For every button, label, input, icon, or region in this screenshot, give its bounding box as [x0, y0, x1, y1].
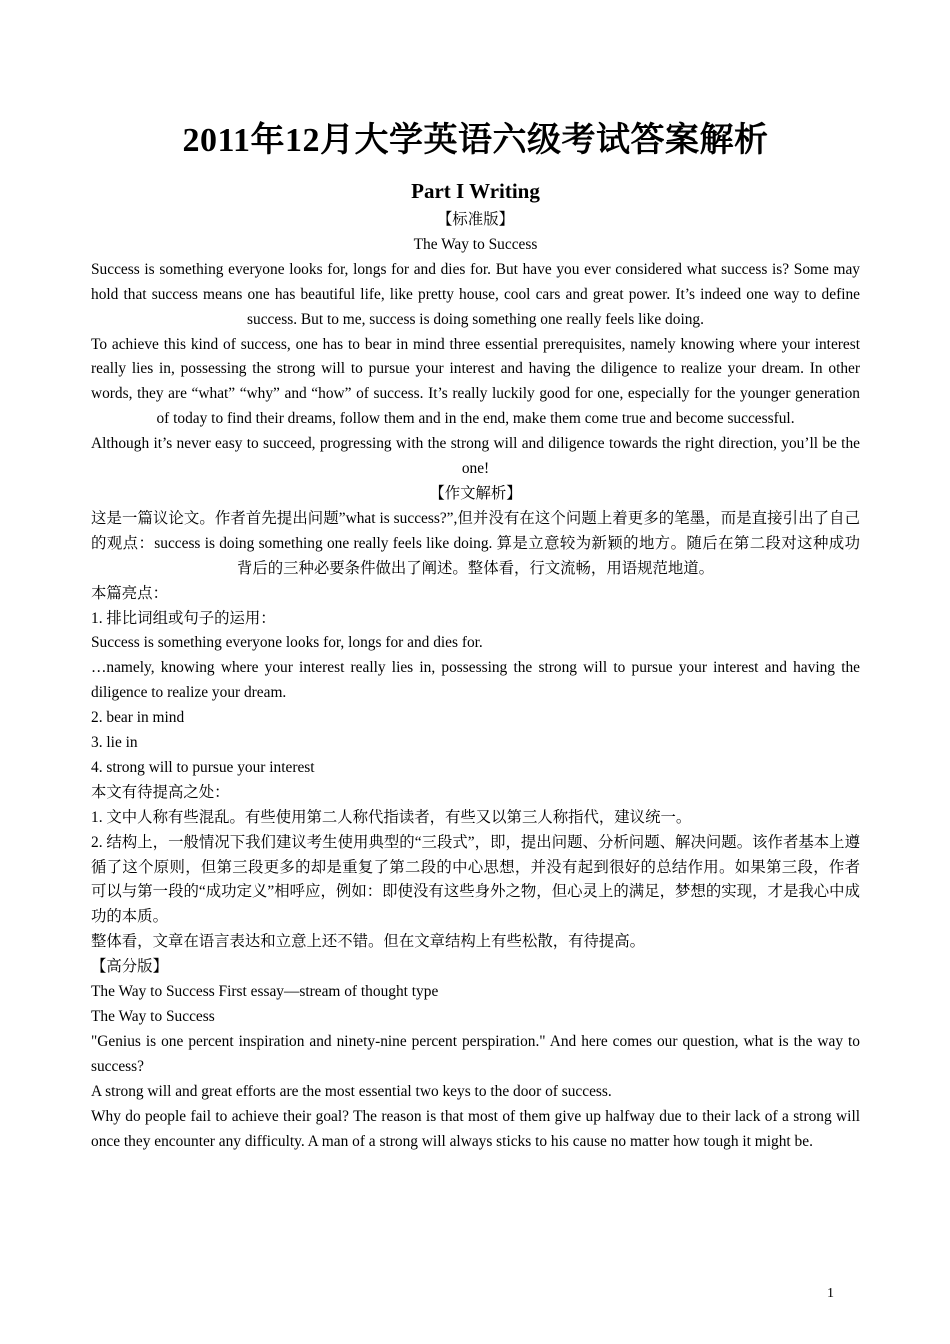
- high-score-line-2: The Way to Success: [91, 1008, 215, 1025]
- highlight-1-example-1: Success is something everyone looks for, longs for and dies for.: [91, 634, 483, 652]
- high-score-quote: "Genius is one percent inspiration and ninety-nine percent perspiration." And here comes our question, what is the way to success?: [91, 1032, 860, 1075]
- analysis-paragraph: 这是一篇议论文。作者首先提出问题”what is success?”,但并没有在这个问题上着更多的笔墨，而是直接引出了自己的观点：success is doing something one really feels like doing. 算是立意较为新颖的地方。随后在第二段对这种成功背后的三种必要条件做出了阐述。整体看，行文流畅，用语规范地道。: [91, 509, 860, 577]
- page-number: 1: [827, 1286, 834, 1301]
- document-body: [91, 112, 860, 1154]
- improvement-1: 1. 文中人称有些混乱。有些使用第二人称代指读者，有些又以第三人称指代，建议统一。: [91, 808, 692, 826]
- part-heading: Part I Writing: [411, 179, 540, 203]
- standard-paragraph-1: Success is something everyone looks for, longs for and dies for. But have you ever considered what success is? Some may hold that success means one has beautiful life, like pretty house, cool cars and great power. It’s indeed one way to define success. But to me, success is doing something one really feels like doing.: [91, 260, 860, 328]
- high-score-label: 【高分版】: [91, 958, 168, 976]
- highlight-1-example-2: …namely, knowing where your interest really lies in, possessing the strong will to pursue your interest and having the diligence to realize your dream.: [91, 659, 860, 702]
- highlights-label: 本篇亮点：: [91, 584, 168, 602]
- document-title: 2011年12月大学英语六级考试答案解析: [182, 122, 769, 159]
- standard-paragraph-3: Although it’s never easy to succeed, progressing with the strong will and diligence towards the right direction, you’ll be the one!: [91, 435, 860, 478]
- highlight-2: 2. bear in mind: [91, 709, 185, 727]
- summary-paragraph: 整体看，文章在语言表达和立意上还不错。但在文章结构上有些松散，有待提高。: [91, 933, 646, 951]
- highlight-1-heading: 1. 排比词组或句子的运用：: [91, 609, 276, 627]
- high-score-paragraph-1: A strong will and great efforts are the most essential two keys to the door of success.: [91, 1082, 612, 1100]
- high-score-line-1: The Way to Success First essay—stream of thought type: [91, 983, 439, 1001]
- standard-essay-title: The Way to Success: [413, 235, 538, 253]
- improvement-label: 本文有待提高之处：: [91, 783, 230, 801]
- highlight-3: 3. lie in: [91, 734, 138, 752]
- analysis-label: 【作文解析】: [429, 484, 522, 502]
- standard-version-label: 【标准版】: [437, 211, 514, 228]
- high-score-paragraph-2: Why do people fail to achieve their goal? The reason is that most of them give up halfway due to their lack of a strong will once they encounter any difficulty. A man of a strong will always sticks to his cause no matter how tough it might be.: [91, 1107, 860, 1150]
- highlight-4: 4. strong will to pursue your interest: [91, 758, 315, 776]
- improvement-2: 2. 结构上，一般情况下我们建议考生使用典型的“三段式”，即，提出问题、分析问题、解决问题。该作者基本上遵循了这个原则，但第三段更多的却是重复了第二段的中心思想，并没有起到很好的总结作用。如果第三段，作者可以与第一段的“成功定义”相呼应，例如：即使没有这些身外之物，但心灵上的满足，梦想的实现，才是我心中成功的本质。: [91, 833, 860, 926]
- standard-paragraph-2: To achieve this kind of success, one has to bear in mind three essential prerequisites, namely knowing where your interest really lies in, possessing the strong will to pursue your interest and having the diligence to realize your dream. In other words, they are “what” “why” and “how” of success. It’s really luckily good for one, especially for the younger generation of today to find their dreams, follow them and in the end, make them come true and become successful.: [91, 335, 860, 428]
